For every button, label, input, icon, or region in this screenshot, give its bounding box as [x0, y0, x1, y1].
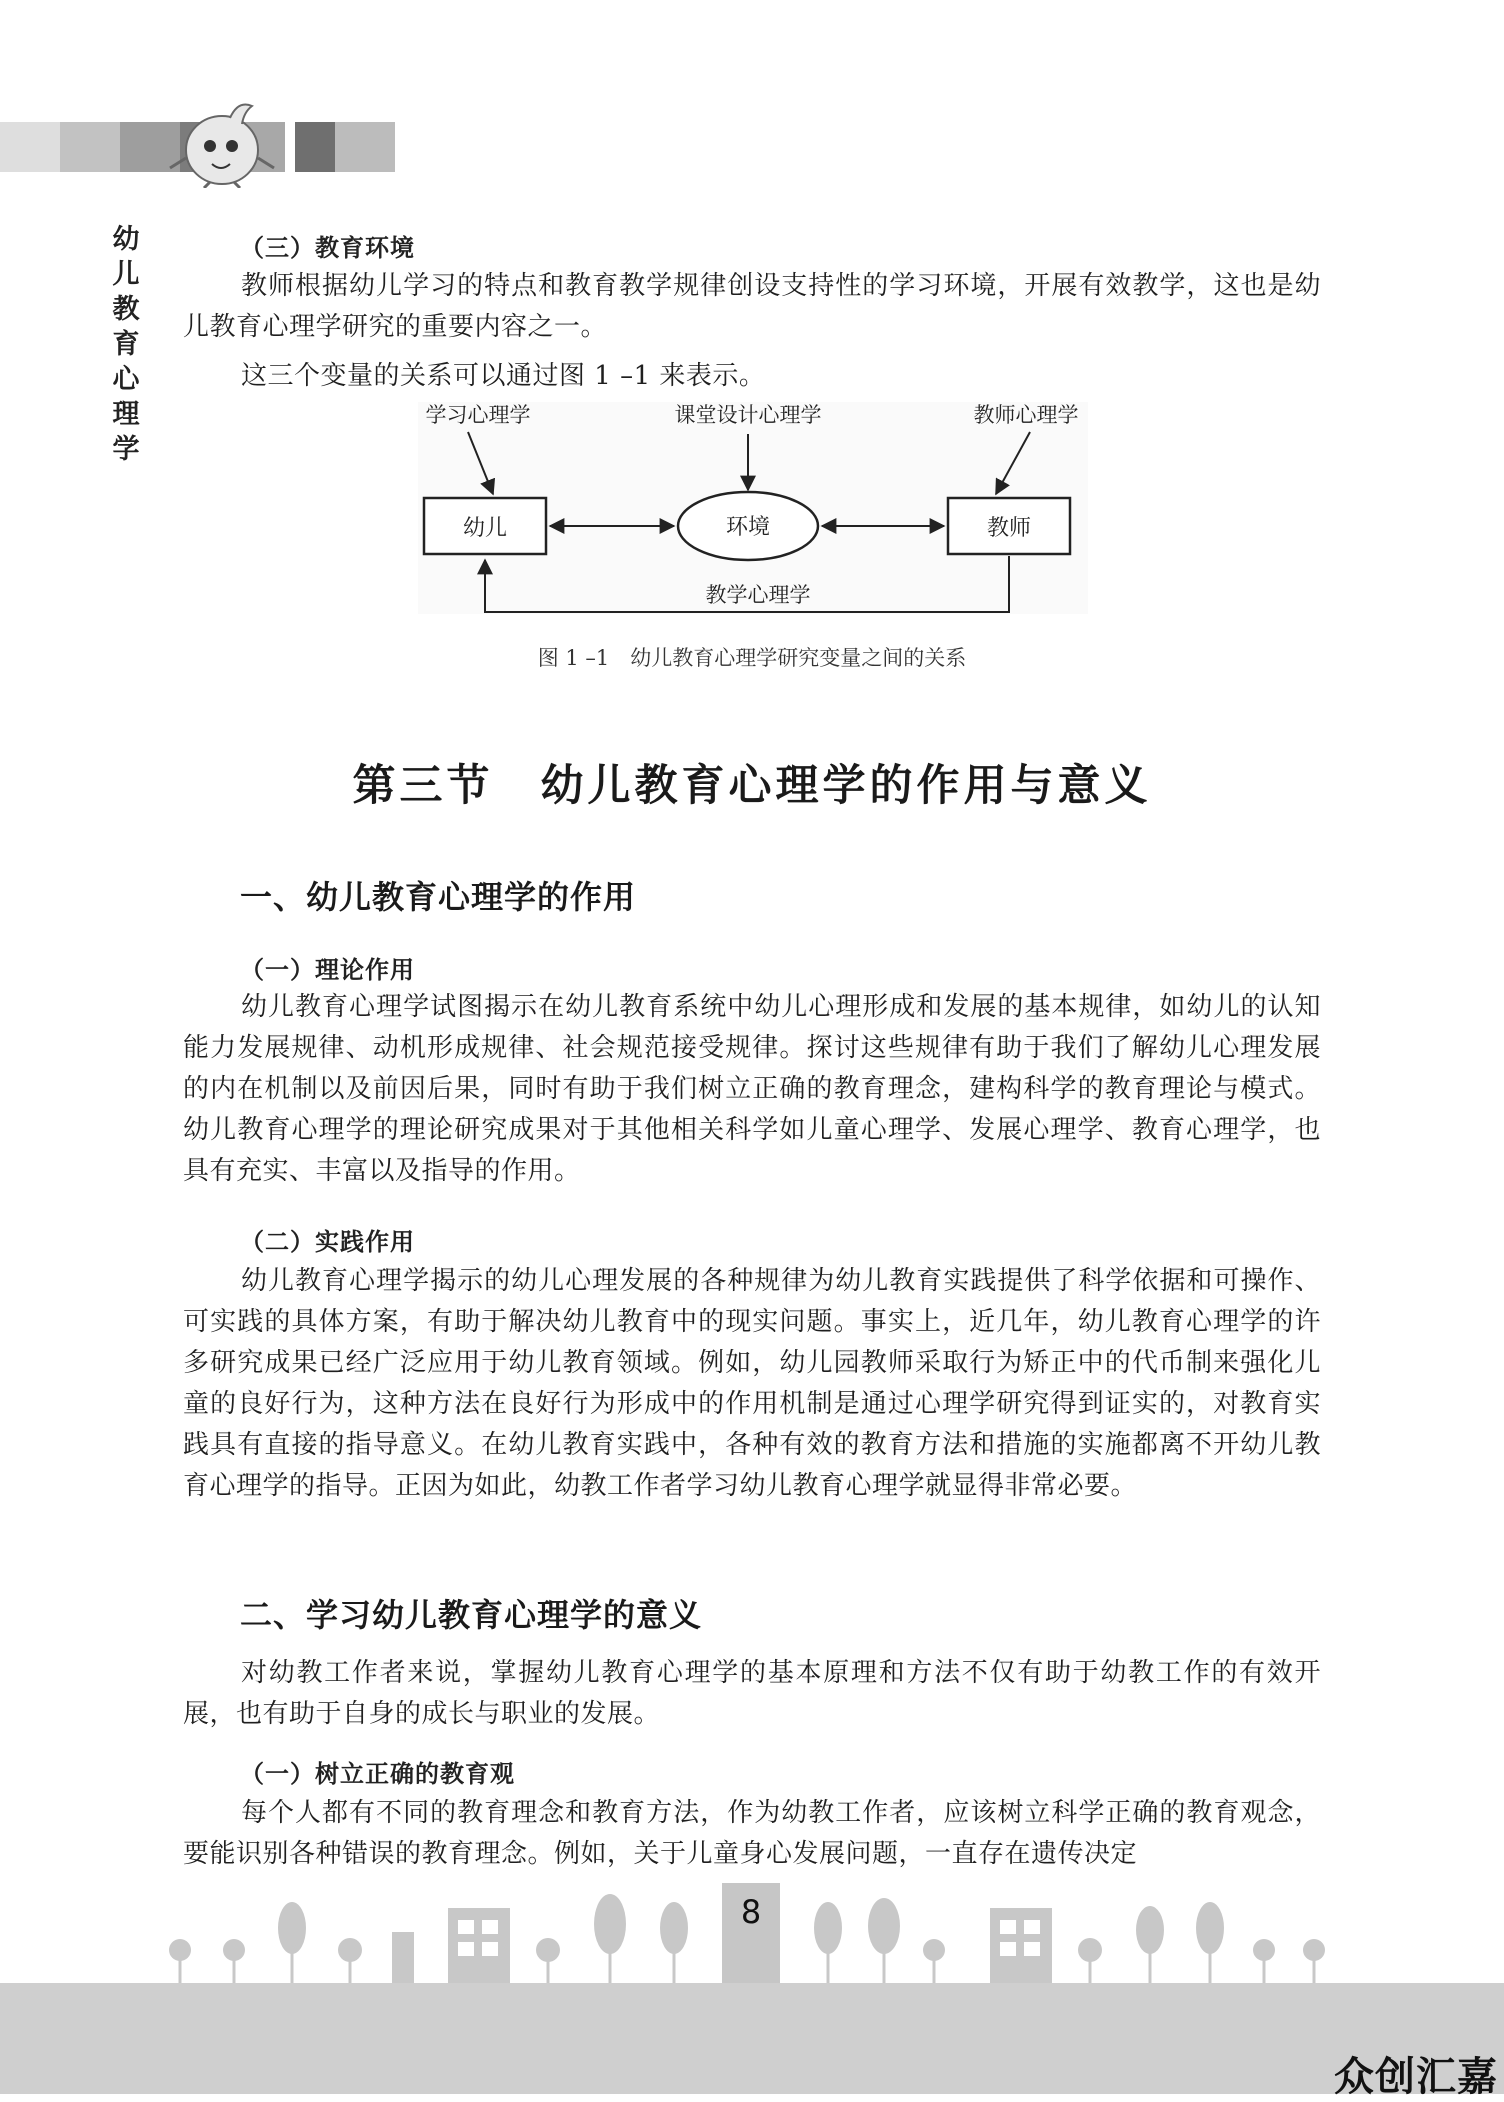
- footer-band: [0, 1983, 1504, 2094]
- paragraph-practice: 幼儿教育心理学揭示的幼儿心理发展的各种规律为幼儿教育实践提供了科学依据和可操作、可实践的具体方案，有助于解决幼儿教育中的现实问题。事实上，近几年，幼儿教育心理学的许多研究成果已经广泛应用于幼儿教育领域。例如，幼儿园教师采取行为矫正中的代币制来强化儿童的良好行为，这种方法在良好行为形成中的作用机制是通过心理学研究得到证实的，对教育实践具有直接的指导意义。在幼儿教育实践中，各种有效的教育方法和措施的实施都离不开幼儿教育心理学的指导。正因为如此，幼教工作者学习幼儿教育心理学就显得非常必要。: [183, 1266, 1321, 1501]
- page-number: 8: [740, 1893, 762, 1931]
- label-learning-psychology: 学习心理学: [425, 403, 531, 427]
- label-teacher: 教师: [986, 516, 1032, 541]
- label-child: 幼儿: [462, 516, 508, 541]
- side-title-char: 幼: [112, 224, 140, 255]
- mascot-icon: [160, 98, 290, 188]
- label-teaching-psychology: 教学心理学: [705, 583, 811, 607]
- page-number-block: [722, 1883, 780, 1983]
- side-title-char: 心: [112, 364, 140, 395]
- section-title: 第三节 幼儿教育心理学的作用与意义: [352, 761, 1152, 811]
- label-teacher-psychology: 教师心理学: [973, 403, 1079, 427]
- subheading-practice: （二）实践作用: [240, 1228, 415, 1256]
- paragraph-theory: 幼儿教育心理学试图揭示在幼儿教育系统中幼儿心理形成和发展的基本规律，如幼儿的认知能力发展规律、动机形成规律、社会规范接受规律。探讨这些规律有助于我们了解幼儿心理发展的内在机制以及前因后果，同时有助于我们树立正确的教育理念，建构科学的教育理论与模式。幼儿教育心理学的理论研究成果对于其他相关科学如儿童心理学、发展心理学、教育心理学，也具有充实、丰富以及指导的作用。: [183, 992, 1321, 1186]
- paragraph-significance-intro: 对幼教工作者来说，掌握幼儿教育心理学的基本原理和方法不仅有助于幼教工作的有效开展，也有助于自身的成长与职业的发展。: [183, 1658, 1321, 1729]
- subheading-theory: （一）理论作用: [240, 956, 415, 984]
- side-title-char: 学: [112, 434, 140, 465]
- paragraph-figure-intro: 这三个变量的关系可以通过图 1 –1 来表示。: [241, 361, 766, 391]
- label-environment: 环境: [725, 515, 771, 540]
- side-title-char: 教: [112, 294, 140, 325]
- subheading-environment: （三）教育环境: [240, 234, 415, 262]
- paragraph-environment: 教师根据幼儿学习的特点和教育教学规律创设支持性的学习环境，开展有效教学，这也是幼儿教育心理学研究的重要内容之一。: [183, 271, 1321, 342]
- side-title-char: 育: [112, 329, 140, 360]
- paragraph-education-view: 每个人都有不同的教育理念和教育方法，作为幼教工作者，应该树立科学正确的教育观念，要能识别各种错误的教育理念。例如，关于儿童身心发展问题，一直存在遗传决定: [183, 1798, 1321, 1869]
- side-title-char: 儿: [112, 259, 140, 290]
- label-classroom-design-psychology: 课堂设计心理学: [674, 403, 822, 427]
- heading-significance: 二、学习幼儿教育心理学的意义: [240, 1596, 703, 1634]
- subheading-education-view: （一）树立正确的教育观: [240, 1760, 515, 1788]
- watermark-text: 众创汇嘉: [1334, 2054, 1498, 2100]
- figure-caption: 图 1 –1 幼儿教育心理学研究变量之间的关系: [537, 646, 967, 670]
- side-book-title: [108, 222, 144, 467]
- side-title-char: 理: [112, 399, 140, 430]
- relationship-diagram: [418, 402, 1088, 614]
- heading-role: 一、幼儿教育心理学的作用: [240, 878, 637, 916]
